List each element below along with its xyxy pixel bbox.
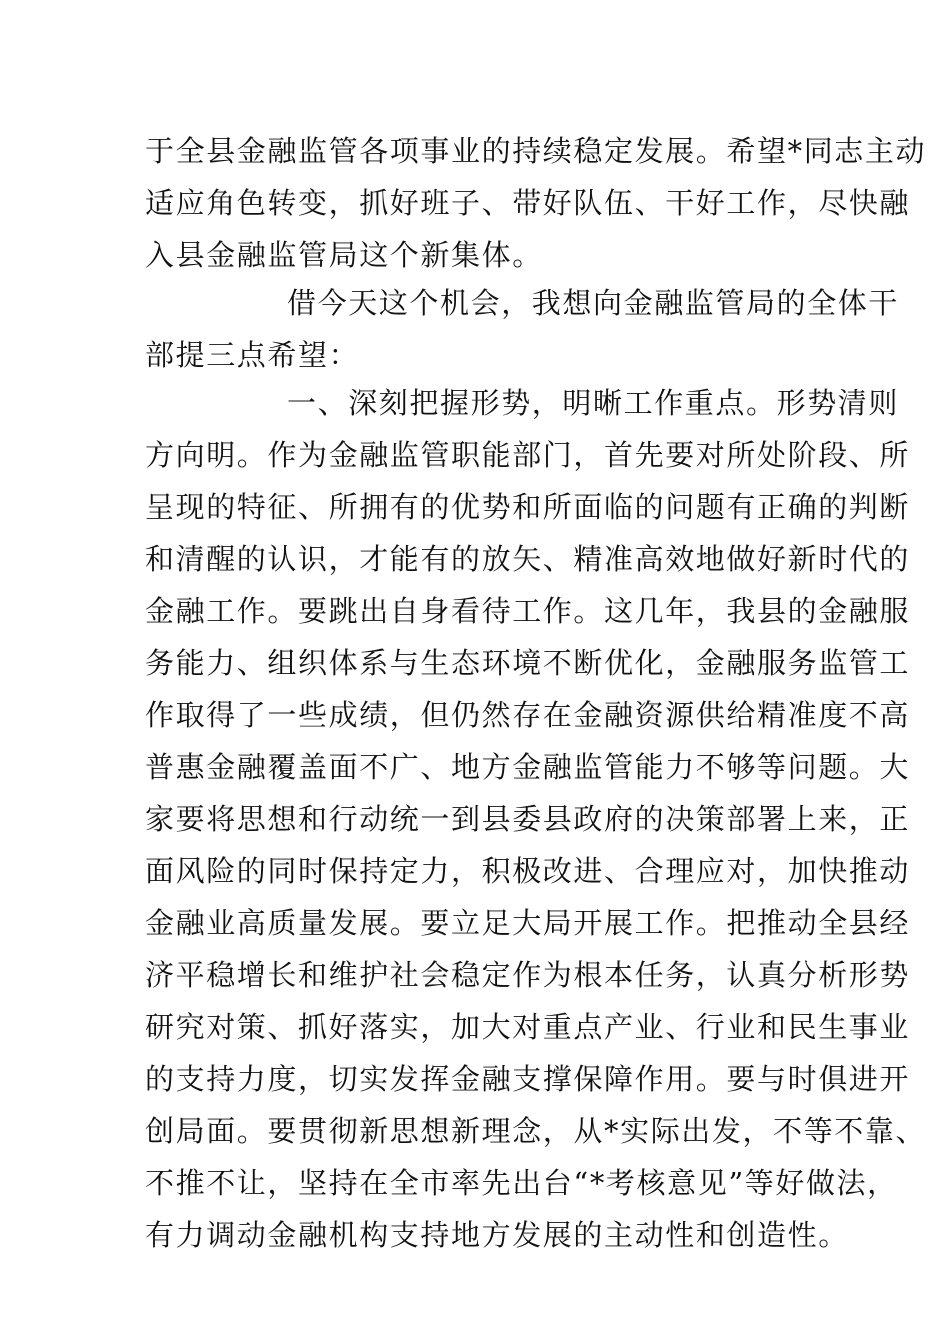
- text-line: 适应角色转变，抓好班子、带好队伍、干好工作，尽快融: [145, 186, 911, 220]
- text-line: 和清醒的认识，才能有的放矢、精准高效地做好新时代的: [145, 542, 911, 576]
- text-line: 入县金融监管局这个新集体。: [145, 238, 543, 272]
- text-line: 一、深刻把握形势，明晰工作重点。形势清则: [287, 386, 900, 420]
- text-line: 方向明。作为金融监管职能部门，首先要对所处阶段、所: [145, 438, 911, 472]
- text-line: 呈现的特征、所拥有的优势和所面临的问题有正确的判断: [145, 490, 911, 524]
- text-line: 金融业高质量发展。要立足大局开展工作。把推动全县经: [145, 906, 911, 940]
- text-line: 不推不让，坚持在全市率先出台“*考核意见”等好做法，: [145, 1166, 898, 1200]
- text-line: 有力调动金融机构支持地方发展的主动性和创造性。: [145, 1218, 849, 1252]
- text-line: 济平稳增长和维护社会稳定作为根本任务，认真分析形势: [145, 958, 911, 992]
- text-line: 研究对策、抓好落实，加大对重点产业、行业和民生事业: [145, 1010, 911, 1044]
- text-line: 务能力、组织体系与生态环境不断优化，金融服务监管工: [145, 646, 911, 680]
- text-line: 作取得了一些成绩，但仍然存在金融资源供给精准度不高: [145, 698, 911, 732]
- text-line: 创局面。要贯彻新思想新理念，从*实际出发，不等不靠、: [145, 1114, 927, 1148]
- text-line: 家要将思想和行动统一到县委县政府的决策部署上来，正: [145, 802, 911, 836]
- text-line: 金融工作。要跳出自身看待工作。这几年，我县的金融服: [145, 594, 911, 628]
- text-line: 面风险的同时保持定力，积极改进、合理应对，加快推动: [145, 854, 911, 888]
- text-line: 借今天这个机会，我想向金融监管局的全体干: [287, 286, 900, 320]
- text-line: 于全县金融监管各项事业的持续稳定发展。希望*同志主动: [145, 134, 927, 168]
- text-line: 部提三点希望：: [145, 338, 360, 372]
- text-line: 普惠金融覆盖面不广、地方金融监管能力不够等问题。大: [145, 750, 911, 784]
- text-line: 的支持力度，切实发挥金融支撑保障作用。要与时俱进开: [145, 1062, 911, 1096]
